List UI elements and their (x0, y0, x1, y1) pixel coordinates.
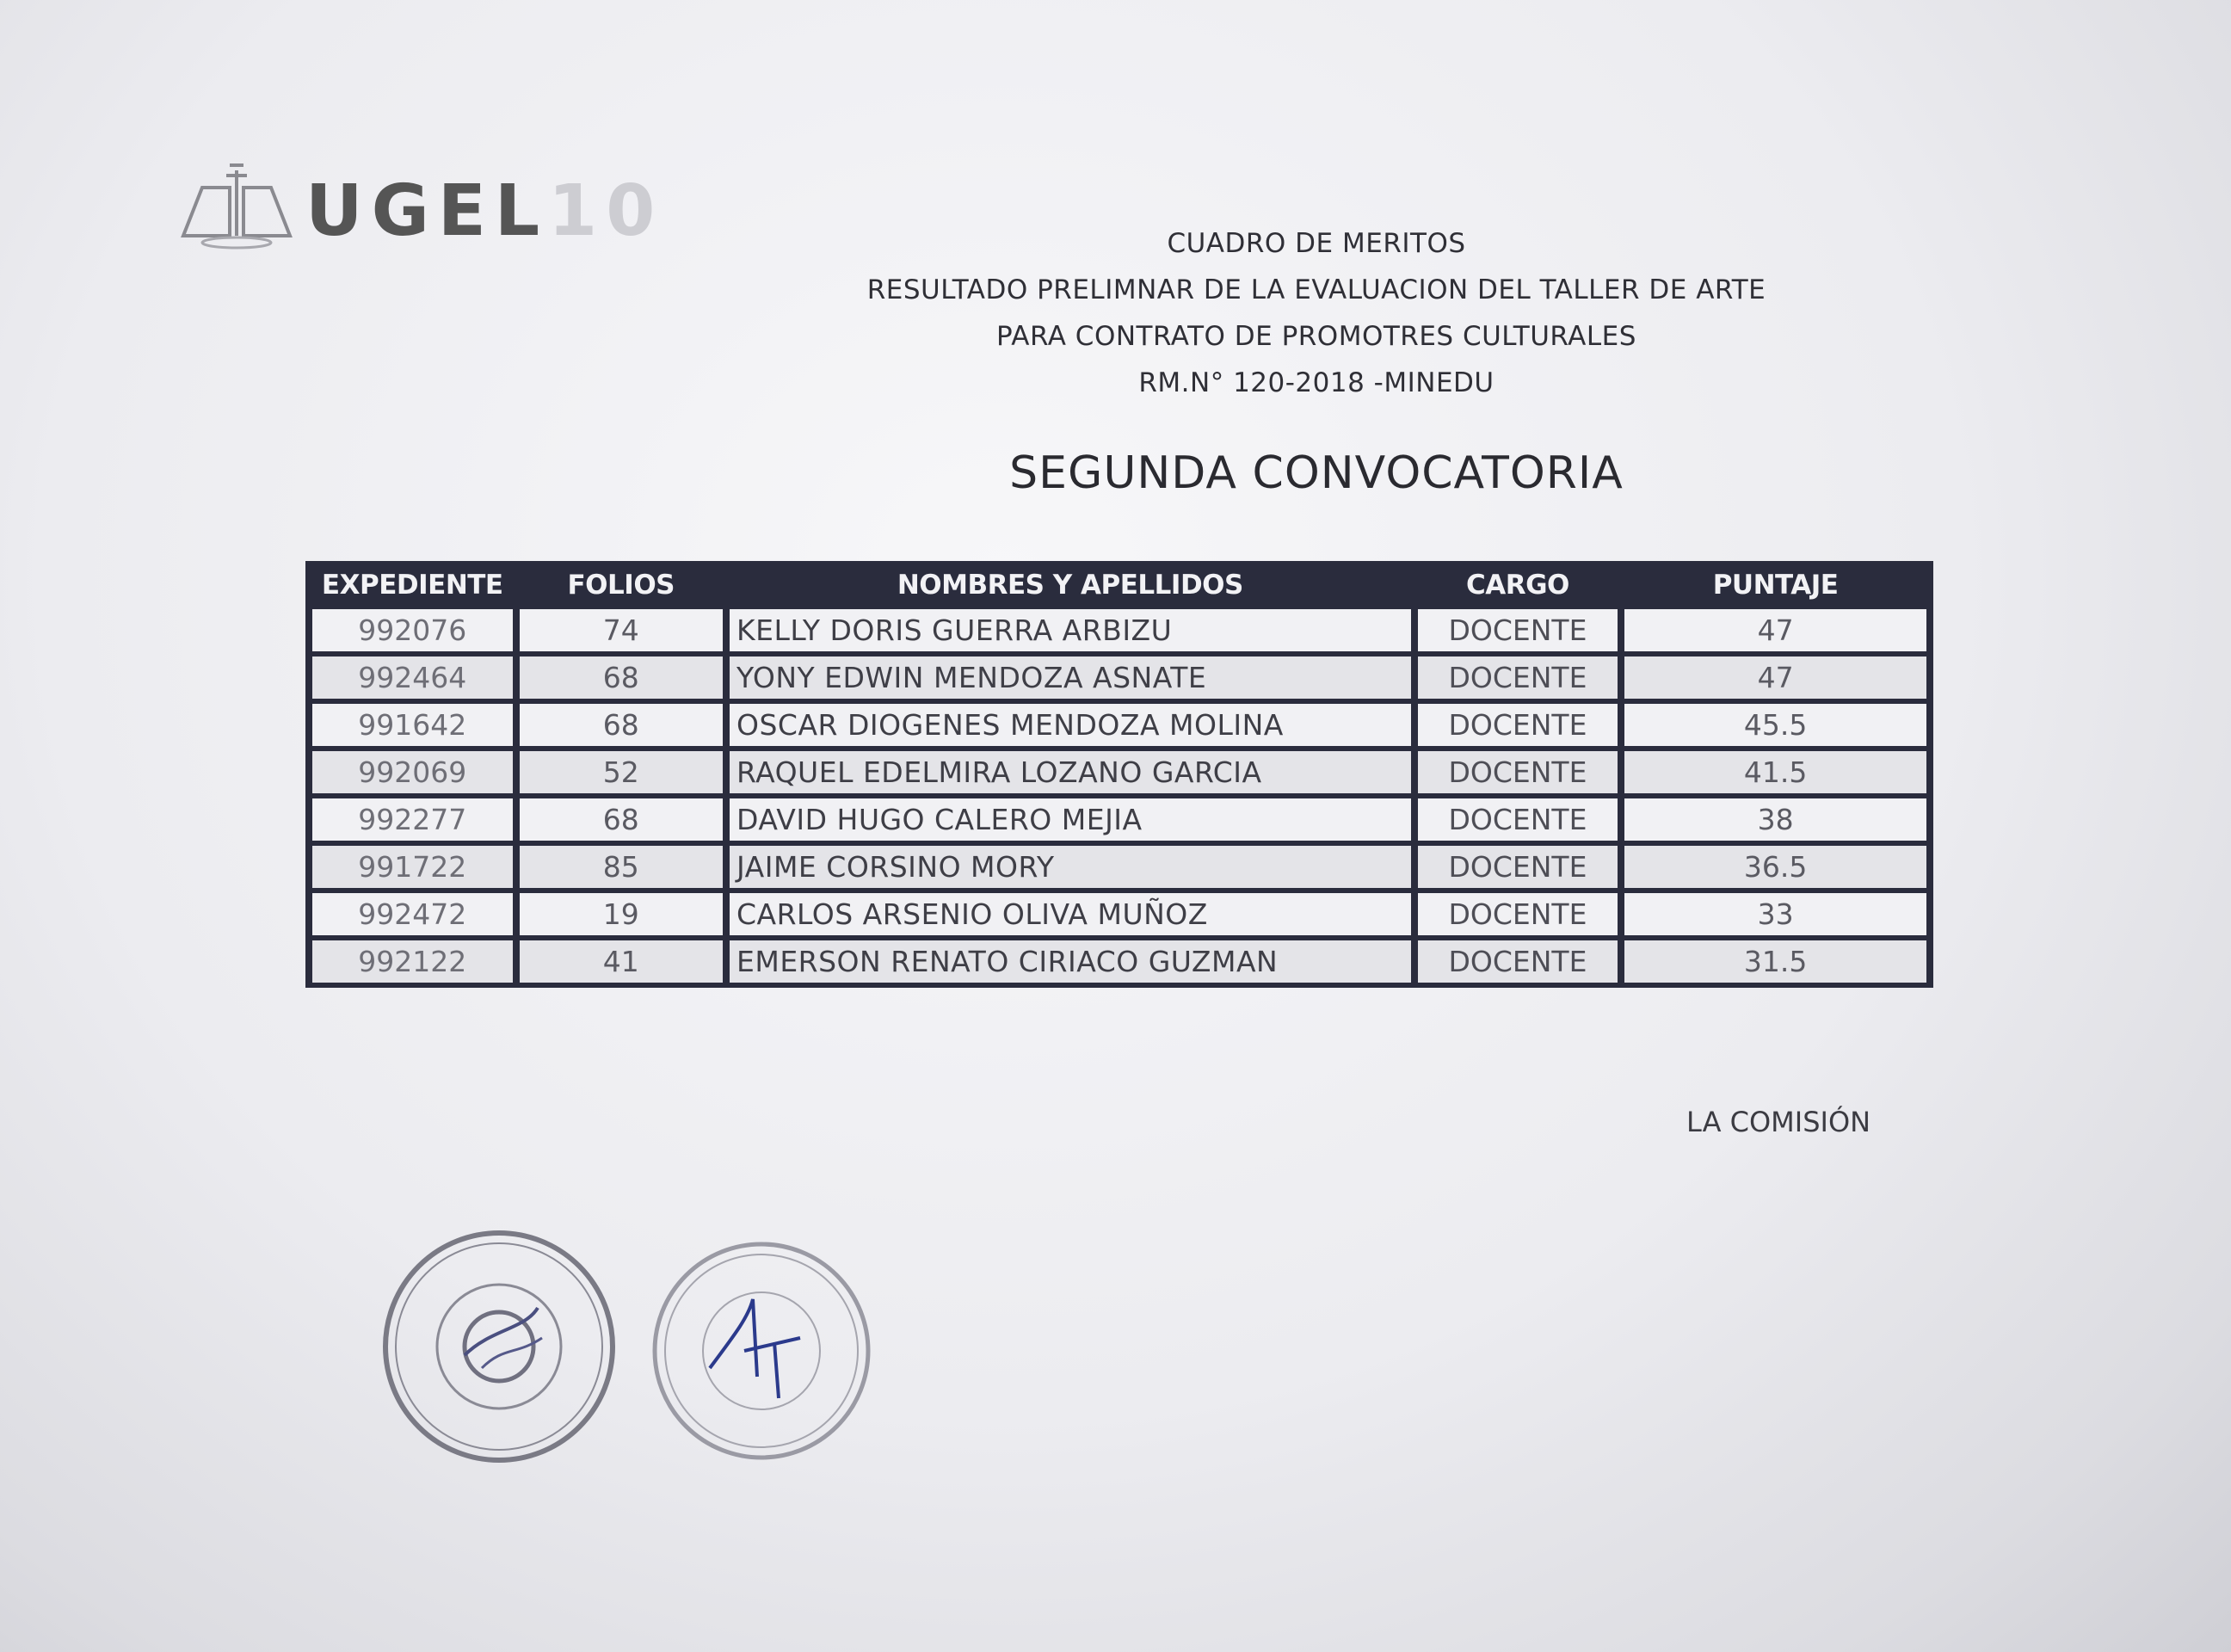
cell-folios: 68 (520, 798, 724, 841)
cell-puntaje: 31.5 (1624, 940, 1926, 983)
table-row (312, 846, 1926, 888)
cell-puntaje: 41.5 (1624, 751, 1926, 793)
ugel-logo (176, 153, 664, 265)
table-row (312, 940, 1926, 983)
logo-number: 10 (548, 170, 664, 252)
cell-name: JAIME CORSINO MORY (730, 846, 1411, 888)
cell-cargo: DOCENTE (1418, 609, 1618, 651)
header-line-2: RESULTADO PRELIMNAR DE LA EVALUACION DEL TALLER DE ARTE (866, 274, 1766, 305)
cell-puntaje: 38 (1624, 798, 1926, 841)
cell-cargo: DOCENTE (1418, 704, 1618, 746)
cell-name: KELLY DORIS GUERRA ARBIZU (730, 609, 1411, 651)
cell-cargo: DOCENTE (1418, 893, 1618, 935)
cell-expediente: 992122 (312, 940, 513, 983)
cell-folios: 74 (520, 609, 724, 651)
cell-expediente: 992472 (312, 893, 513, 935)
header-line-3: PARA CONTRATO DE PROMOTRES CULTURALES (996, 321, 1636, 352)
cell-puntaje: 36.5 (1624, 846, 1926, 888)
cell-folios: 41 (520, 940, 724, 983)
cell-name: RAQUEL EDELMIRA LOZANO GARCIA (730, 751, 1411, 793)
header-cargo: CARGO (1418, 566, 1618, 604)
cell-expediente: 992464 (312, 656, 513, 699)
cell-name: OSCAR DIOGENES MENDOZA MOLINA (730, 704, 1411, 746)
cell-folios: 19 (520, 893, 724, 935)
cell-puntaje: 33 (1624, 893, 1926, 935)
cell-cargo: DOCENTE (1418, 656, 1618, 699)
logo-text: UGEL (305, 170, 549, 252)
cell-name: YONY EDWIN MENDOZA ASNATE (730, 656, 1411, 699)
header-puntaje: PUNTAJE (1624, 566, 1926, 604)
header-line-1: CUADRO DE MERITOS (1167, 228, 1466, 259)
cell-puntaje: 47 (1624, 609, 1926, 651)
cell-expediente: 991642 (312, 704, 513, 746)
unit-seal-icon (650, 1239, 873, 1471)
book-icon (176, 153, 297, 256)
cell-cargo: DOCENTE (1418, 798, 1618, 841)
header-line-4: RM.N° 120-2018 -MINEDU (1138, 367, 1495, 398)
cell-puntaje: 47 (1624, 656, 1926, 699)
table-header-row (312, 566, 1926, 604)
table-row (312, 704, 1926, 746)
cell-folios: 68 (520, 704, 724, 746)
table-row (312, 609, 1926, 651)
document-header (757, 220, 1876, 406)
cell-folios: 85 (520, 846, 724, 888)
cell-cargo: DOCENTE (1418, 846, 1618, 888)
results-table (305, 561, 1933, 988)
cell-name: EMERSON RENATO CIRIACO GUZMAN (730, 940, 1411, 983)
page-title: SEGUNDA CONVOCATORIA (1009, 447, 1624, 499)
cell-cargo: DOCENTE (1418, 751, 1618, 793)
cell-expediente: 992069 (312, 751, 513, 793)
cell-name: CARLOS ARSENIO OLIVA MUÑOZ (730, 893, 1411, 935)
header-folios: FOLIOS (520, 566, 724, 604)
table-row (312, 656, 1926, 699)
signature-label: LA COMISIÓN (1686, 1106, 1871, 1138)
cell-folios: 52 (520, 751, 724, 793)
cell-folios: 68 (520, 656, 724, 699)
cell-name: DAVID HUGO CALERO MEJIA (730, 798, 1411, 841)
results-table-container (305, 561, 1933, 988)
cell-cargo: DOCENTE (1418, 940, 1618, 983)
table-row (312, 893, 1926, 935)
table-row (312, 751, 1926, 793)
cell-expediente: 992076 (312, 609, 513, 651)
header-nombres: NOMBRES Y APELLIDOS (730, 566, 1411, 604)
cell-expediente: 992277 (312, 798, 513, 841)
cell-puntaje: 45.5 (1624, 704, 1926, 746)
table-row (312, 798, 1926, 841)
ministry-seal-icon (379, 1226, 619, 1467)
cell-expediente: 991722 (312, 846, 513, 888)
header-expediente: EXPEDIENTE (312, 566, 513, 604)
